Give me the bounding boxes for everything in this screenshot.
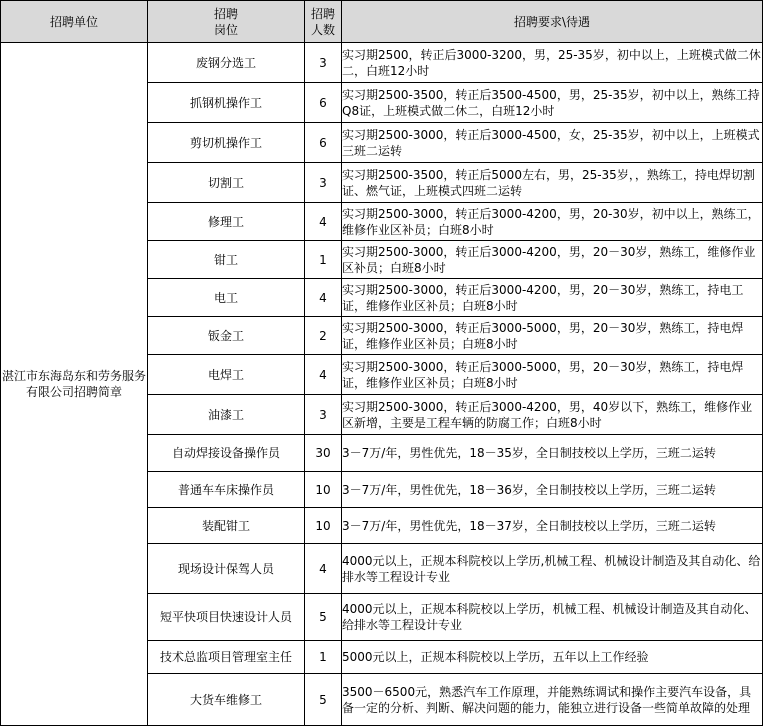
- position-cell: 装配钳工: [148, 508, 305, 544]
- position-cell: 短平快项目快速设计人员: [148, 594, 305, 641]
- count-cell: 6: [305, 83, 342, 123]
- position-cell: 油漆工: [148, 395, 305, 435]
- count-cell: 30: [305, 435, 342, 472]
- requirements-cell: 4000元以上，正规本科院校以上学历,机械工程、机械设计制造及其自动化、给排水等工程设计专业: [342, 544, 763, 594]
- position-cell: 抓钢机操作工: [148, 83, 305, 123]
- count-cell: 4: [305, 544, 342, 594]
- position-cell: 剪切机操作工: [148, 123, 305, 163]
- count-cell: 3: [305, 43, 342, 83]
- requirements-cell: 3500－6500元，熟悉汽车工作原理，并能熟练调试和操作主要汽车设备，具备一定的分析、判断、解决问题的能力，能独立进行设备一些简单故障的处理: [342, 674, 763, 726]
- requirements-cell: 3－7万/年，男性优先，18－36岁，全日制技校以上学历，三班二运转: [342, 472, 763, 508]
- count-cell: 10: [305, 508, 342, 544]
- requirements-cell: 实习期2500-3500，转正后3500-4500，男，25-35岁，初中以上，熟练工持Q8证，上班模式做二休二，白班12小时: [342, 83, 763, 123]
- position-cell: 钣金工: [148, 317, 305, 355]
- requirements-cell: 3－7万/年，男性优先，18－37岁，全日制技校以上学历，三班二运转: [342, 508, 763, 544]
- header-count-line2: 人数: [310, 22, 335, 37]
- requirements-cell: 实习期2500-3500，转正后5000左右，男，25-35岁，，熟练工，持电焊切割证、燃气证，上班模式四班二运转: [342, 163, 763, 203]
- header-position: [148, 1, 305, 43]
- header-position-line1: 招聘: [213, 6, 238, 21]
- header-requirements: 招聘要求\待遇: [342, 1, 763, 43]
- position-cell: 修理工: [148, 203, 305, 241]
- position-cell: 大货车维修工: [148, 674, 305, 726]
- requirements-cell: 实习期2500-3000，转正后3000-4500，女，25-35岁，初中以上，上班模式三班二运转: [342, 123, 763, 163]
- count-cell: 1: [305, 241, 342, 279]
- count-cell: 3: [305, 395, 342, 435]
- position-cell: 技术总监项目管理室主任: [148, 641, 305, 674]
- count-cell: 4: [305, 355, 342, 395]
- position-cell: 电工: [148, 279, 305, 317]
- requirements-cell: 实习期2500-3000，转正后3000-5000，男，20－30岁，熟练工，持电焊证，维修作业区补员；白班8小时: [342, 355, 763, 395]
- position-cell: 现场设计保驾人员: [148, 544, 305, 594]
- count-cell: 1: [305, 641, 342, 674]
- header-unit: 招聘单位: [1, 1, 148, 43]
- position-cell: 废钢分选工: [148, 43, 305, 83]
- position-cell: 钳工: [148, 241, 305, 279]
- requirements-cell: 5000元以上，正规本科院校以上学历，五年以上工作经验: [342, 641, 763, 674]
- position-cell: 切割工: [148, 163, 305, 203]
- recruiting-unit: 湛江市东海岛东和劳务服务有限公司招聘简章: [1, 43, 148, 726]
- position-cell: 自动焊接设备操作员: [148, 435, 305, 472]
- count-cell: 2: [305, 317, 342, 355]
- count-cell: 6: [305, 123, 342, 163]
- requirements-cell: 实习期2500-3000，转正后3000-4200，男，40岁以下，熟练工，维修作业区新增，主要是工程车辆的防腐工作；白班8小时: [342, 395, 763, 435]
- header-count-line1: 招聘: [310, 6, 335, 21]
- count-cell: 10: [305, 472, 342, 508]
- table-row: [1, 43, 763, 83]
- count-cell: 3: [305, 163, 342, 203]
- count-cell: 4: [305, 279, 342, 317]
- header-count: [305, 1, 342, 43]
- requirements-cell: 实习期2500，转正后3000-3200，男，25-35岁，初中以上，上班模式做二休二，白班12小时: [342, 43, 763, 83]
- requirements-cell: 4000元以上，正规本科院校以上学历，机械工程、机械设计制造及其自动化、给排水等工程设计专业: [342, 594, 763, 641]
- position-cell: 普通车车床操作员: [148, 472, 305, 508]
- requirements-cell: 实习期2500-3000，转正后3000-5000，男，20－30岁，熟练工，持电焊证，维修作业区补员；白班8小时: [342, 317, 763, 355]
- count-cell: 5: [305, 674, 342, 726]
- position-cell: 电焊工: [148, 355, 305, 395]
- count-cell: 5: [305, 594, 342, 641]
- requirements-cell: 3－7万/年，男性优先，18－35岁，全日制技校以上学历，三班二运转: [342, 435, 763, 472]
- requirements-cell: 实习期2500-3000，转正后3000-4200，男，20-30岁，初中以上，熟练工，维修作业区补员；白班8小时: [342, 203, 763, 241]
- requirements-cell: 实习期2500-3000，转正后3000-4200，男，20－30岁，熟练工，持电工证，维修作业区补员；白班8小时: [342, 279, 763, 317]
- requirements-cell: 实习期2500-3000，转正后3000-4200，男，20－30岁，熟练工，维修作业区补员；白班8小时: [342, 241, 763, 279]
- header-row: [1, 1, 763, 43]
- header-position-line2: 岗位: [213, 22, 238, 37]
- count-cell: 4: [305, 203, 342, 241]
